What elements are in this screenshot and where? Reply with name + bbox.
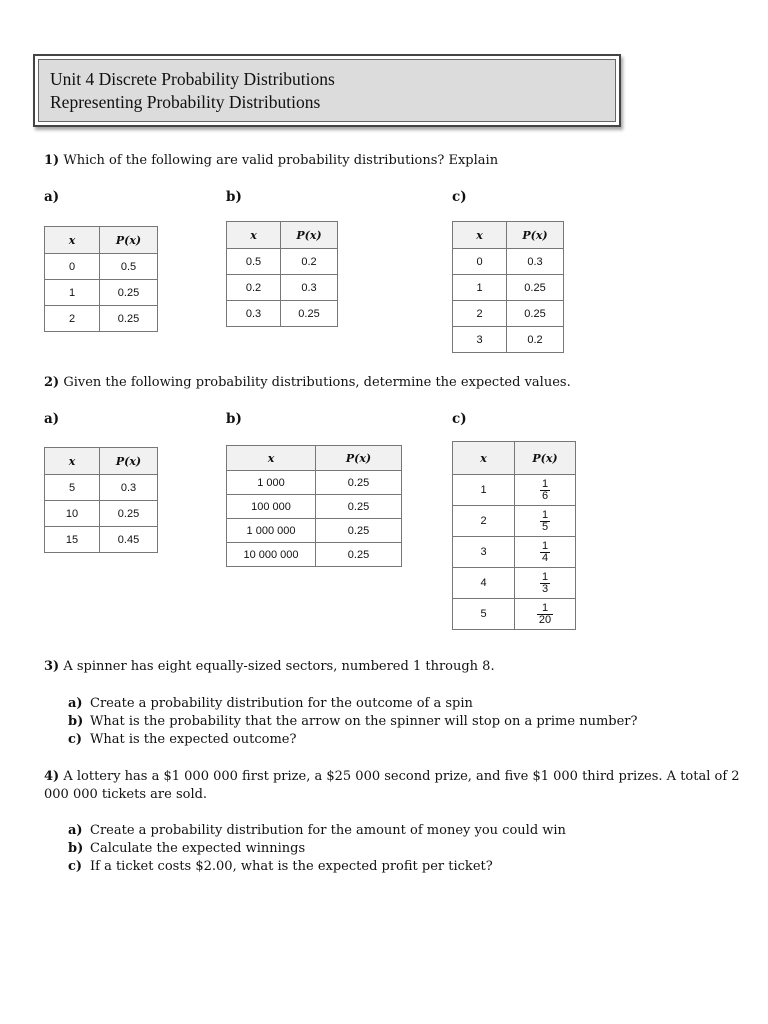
q1-part-c-label: c): [452, 189, 467, 205]
cell-x: 1 000 000: [227, 519, 316, 543]
header-x: x: [227, 446, 316, 471]
q3-sub-c: [68, 731, 296, 749]
table-row: [45, 475, 158, 501]
q4-sub-b-label: b): [68, 841, 84, 856]
table-row: [453, 599, 576, 630]
question-3-text: A spinner has eight equally-sized sectors, numbered 1 through 8.: [63, 659, 495, 674]
q2-part-c-label: c): [452, 411, 467, 427]
q3-sub-b-text: What is the probability that the arrow on the spinner will stop on a prime number?: [90, 714, 638, 729]
fraction-numerator: 1: [537, 603, 553, 615]
cell-x: 1: [453, 275, 507, 301]
fraction: [540, 572, 550, 595]
cell-x: 1: [45, 280, 100, 306]
q4-sub-a-text: Create a probability distribution for the amount of money you could win: [90, 823, 566, 838]
q3-sub-b-label: b): [68, 714, 84, 729]
cell-x: 0: [453, 249, 507, 275]
cell-px: [515, 599, 576, 630]
fraction-denominator: 20: [538, 613, 552, 626]
q4-sub-c: [68, 858, 493, 876]
fraction-denominator: 6: [541, 489, 549, 502]
table-row: [227, 301, 338, 327]
title-inner: [38, 59, 616, 122]
cell-x: 100 000: [227, 495, 316, 519]
question-3-number: 3): [44, 659, 60, 674]
question-1: [44, 152, 498, 170]
table-row: [453, 275, 564, 301]
cell-px: 0.5: [100, 254, 158, 280]
fraction: [537, 603, 553, 626]
q1-part-b-label: b): [226, 189, 242, 205]
q4-sub-c-label: c): [68, 859, 83, 874]
q4-sub-b: [68, 840, 305, 858]
header-px: P(x): [281, 222, 338, 249]
cell-px: 0.3: [100, 475, 158, 501]
header-px: P(x): [100, 227, 158, 254]
cell-px: 0.2: [507, 327, 564, 353]
cell-px: 0.25: [100, 306, 158, 332]
table-row: [45, 306, 158, 332]
header-x: x: [227, 222, 281, 249]
q3-sub-c-text: What is the expected outcome?: [90, 732, 297, 747]
cell-px: 0.3: [281, 275, 338, 301]
fraction-numerator: 1: [541, 508, 549, 521]
fraction: [540, 541, 550, 564]
header-x: x: [45, 227, 100, 254]
table-row: [453, 327, 564, 353]
cell-x: 2: [453, 506, 515, 537]
q4-sub-a: [68, 822, 566, 840]
table-row: [453, 301, 564, 327]
unit-title: Unit 4 Discrete Probability Distributions: [50, 69, 335, 89]
question-1-text: Which of the following are valid probability distributions? Explain: [63, 153, 499, 168]
question-4-continued: [44, 786, 207, 804]
table-row: [45, 527, 158, 553]
cell-px: [515, 475, 576, 506]
cell-px: 0.25: [281, 301, 338, 327]
cell-px: 0.45: [100, 527, 158, 553]
q2-part-b-label: b): [226, 411, 242, 427]
table-row: [453, 475, 576, 506]
question-2-number: 2): [44, 375, 60, 390]
cell-x: 0.3: [227, 301, 281, 327]
cell-px: 0.2: [281, 249, 338, 275]
q1-table-a: [44, 226, 158, 332]
cell-px: 0.3: [507, 249, 564, 275]
question-2-text: Given the following probability distributions, determine the expected values.: [63, 375, 571, 390]
cell-px: [515, 537, 576, 568]
cell-x: 10 000 000: [227, 543, 316, 567]
table-row: [45, 254, 158, 280]
fraction-numerator: 1: [541, 477, 549, 490]
cell-x: 4: [453, 568, 515, 599]
cell-px: 0.25: [100, 501, 158, 527]
table-row: [45, 280, 158, 306]
table-row: [453, 249, 564, 275]
lesson-title: Representing Probability Distributions: [50, 92, 321, 112]
cell-x: 3: [453, 327, 507, 353]
title-box: [33, 54, 621, 127]
header-x: x: [453, 442, 515, 475]
table-row: [45, 501, 158, 527]
question-4-text-line1: A lottery has a $1 000 000 first prize, a $25 000 second prize, and five $1 000 third prizes. A total of 2: [63, 769, 740, 784]
cell-x: 0: [45, 254, 100, 280]
question-4-text-line2: 000 000 tickets are sold.: [44, 787, 208, 802]
header-x: x: [45, 448, 100, 475]
header-px: P(x): [515, 442, 576, 475]
cell-x: 5: [453, 599, 515, 630]
header-px: P(x): [316, 446, 402, 471]
cell-x: 0.2: [227, 275, 281, 301]
table-row: [453, 537, 576, 568]
question-3: [44, 658, 495, 676]
cell-x: 0.5: [227, 249, 281, 275]
cell-px: [515, 506, 576, 537]
fraction: [540, 479, 550, 502]
fraction: [540, 510, 550, 533]
q3-sub-c-label: c): [68, 732, 83, 747]
cell-px: 0.25: [316, 495, 402, 519]
cell-x: 5: [45, 475, 100, 501]
cell-px: 0.25: [316, 471, 402, 495]
q2-table-a: [44, 447, 158, 553]
q4-sub-b-text: Calculate the expected winnings: [90, 841, 306, 856]
cell-px: 0.25: [316, 519, 402, 543]
cell-px: 0.25: [316, 543, 402, 567]
fraction-numerator: 1: [541, 570, 549, 583]
cell-px: 0.25: [507, 301, 564, 327]
header-px: P(x): [100, 448, 158, 475]
fraction-denominator: 4: [541, 551, 549, 564]
fraction-denominator: 5: [541, 520, 549, 533]
header-px: P(x): [507, 222, 564, 249]
question-4: [44, 768, 740, 786]
q3-sub-a-label: a): [68, 696, 83, 711]
header-x: x: [453, 222, 507, 249]
table-row: [453, 506, 576, 537]
cell-x: 3: [453, 537, 515, 568]
cell-x: 15: [45, 527, 100, 553]
q2-part-a-label: a): [44, 411, 60, 427]
q4-sub-c-text: If a ticket costs $2.00, what is the expected profit per ticket?: [90, 859, 493, 874]
table-row: [227, 249, 338, 275]
table-row: [227, 495, 402, 519]
q4-sub-a-label: a): [68, 823, 83, 838]
q3-sub-b: [68, 713, 637, 731]
cell-x: 10: [45, 501, 100, 527]
table-row: [227, 519, 402, 543]
cell-x: 2: [45, 306, 100, 332]
q3-sub-a: [68, 695, 473, 713]
cell-x: 2: [453, 301, 507, 327]
cell-px: [515, 568, 576, 599]
table-row: [227, 275, 338, 301]
cell-px: 0.25: [507, 275, 564, 301]
q2-table-c: [452, 441, 576, 630]
q1-part-a-label: a): [44, 189, 60, 205]
question-1-number: 1): [44, 153, 60, 168]
question-4-number: 4): [44, 769, 60, 784]
q1-table-b: [226, 221, 338, 327]
q3-sub-a-text: Create a probability distribution for the outcome of a spin: [90, 696, 473, 711]
q1-table-c: [452, 221, 564, 353]
cell-px: 0.25: [100, 280, 158, 306]
fraction-denominator: 3: [541, 582, 549, 595]
question-2: [44, 374, 571, 392]
q2-table-b: [226, 445, 402, 567]
cell-x: 1 000: [227, 471, 316, 495]
cell-x: 1: [453, 475, 515, 506]
table-row: [453, 568, 576, 599]
table-row: [227, 543, 402, 567]
table-row: [227, 471, 402, 495]
fraction-numerator: 1: [541, 539, 549, 552]
